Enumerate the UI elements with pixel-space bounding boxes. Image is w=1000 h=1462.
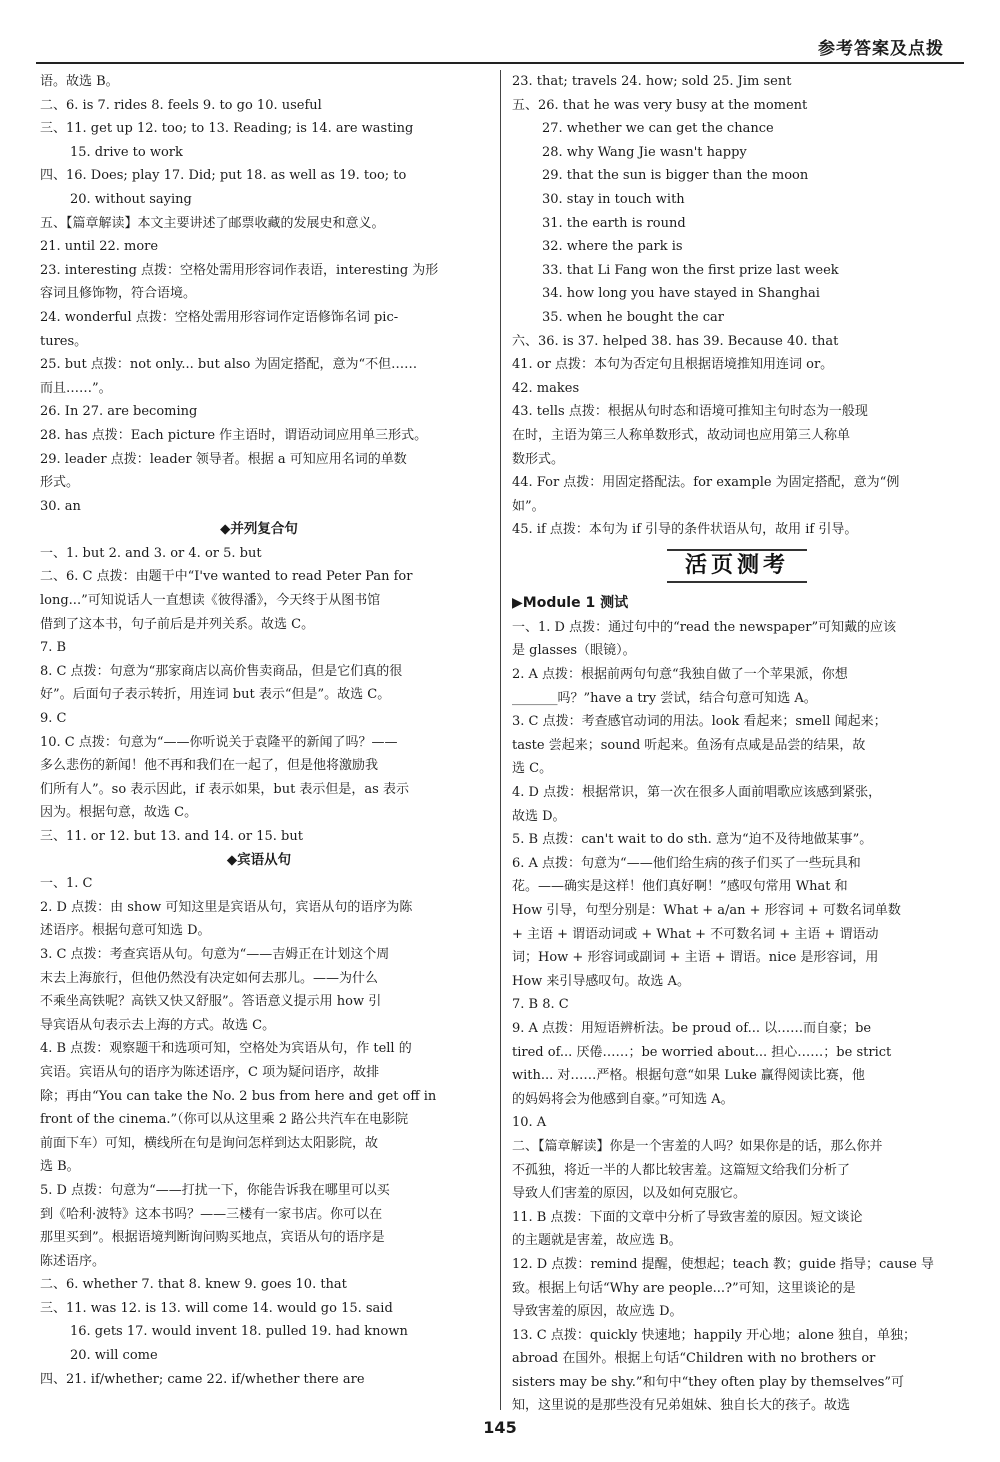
answer-line: 前面下车）可知，横线所在句是询问怎样到达太阳影院，故 <box>40 1135 379 1151</box>
answer-line: abroad 在国外。根据上句话“Children with no brothers or <box>512 1351 876 1367</box>
answer-line: 陈述语序。 <box>40 1253 106 1269</box>
answer-line: 述语序。根据句意可知选 D。 <box>40 923 211 939</box>
answer-line: + 主语 + 谓语动词或 + What + 不可数名词 + 主语 + 谓语动 <box>512 926 879 942</box>
answer-line: 10. C 点拨：句意为“——你听说关于袁隆平的新闻了吗？—— <box>40 734 398 750</box>
right-column-top <box>512 70 962 542</box>
answer-line: 4. B 点拨：观察题干和选项可知，空格处为宾语从句，作 tell 的 <box>40 1041 412 1057</box>
right-column <box>512 70 962 1418</box>
banner-title: 活页测考 <box>667 549 807 583</box>
answer-line: 42. makes <box>512 380 580 396</box>
answer-line: 3. C 点拨：考查宾语从句。句意为“——吉姆正在计划这个周 <box>40 946 390 962</box>
answer-line: 32. where the park is <box>542 239 683 255</box>
answer-line: 们所有人”。so 表示因此，if 表示如果，but 表示但是，as 表示 <box>40 781 409 797</box>
answer-line: 29. leader 点拨：leader 领导者。根据 a 可知应用名词的单数 <box>40 451 407 467</box>
answer-line: 30. stay in touch with <box>542 191 685 207</box>
answer-line: 7. B 8. C <box>512 997 569 1013</box>
answer-line: 3. C 点拨：考查感官动词的用法。look 看起来；smell 闻起来； <box>512 714 887 730</box>
answer-line: sisters may be shy.”和句中“they often play by themselves”可 <box>512 1374 905 1390</box>
answer-line: front of the cinema.”（你可以从这里乘 2 路公共汽车在电影院 <box>40 1112 409 1128</box>
answer-line: 二、6. is 7. rides 8. feels 9. to go 10. useful <box>40 97 322 113</box>
answer-line: 26. In 27. are becoming <box>40 404 198 420</box>
answer-line: 选 C。 <box>512 761 553 777</box>
answer-line: tired of... 厌倦……；be worried about... 担心……；be strict <box>512 1044 892 1060</box>
answer-line: 五、26. that he was very busy at the moment <box>512 97 808 113</box>
answer-line: 致。根据上句话“Why are people...?”可知，这里谈论的是 <box>512 1280 856 1296</box>
answer-line: 容词且修饰物，符合语境。 <box>40 286 197 302</box>
page-number: 145 <box>483 1418 517 1437</box>
answer-line: with... 对……严格。根据句意“如果 Luke 赢得阅读比赛，他 <box>512 1068 865 1084</box>
answer-line: 10. A <box>512 1115 547 1131</box>
answer-line: 而且……”。 <box>40 380 112 396</box>
answer-line: 因为。根据句意，故选 C。 <box>40 805 198 821</box>
answer-line: 多么悲伤的新闻！他不再和我们在一起了，但是他将激励我 <box>40 758 379 774</box>
answer-line: 词；How + 形容词或副词 + 主语 + 谓语。nice 是形容词，用 <box>512 950 879 966</box>
answer-line: 二、6. C 点拨：由题干中“I've wanted to read Peter Pan for <box>40 569 413 585</box>
answer-line: 选 B。 <box>40 1159 80 1175</box>
section-banner <box>512 542 962 590</box>
answer-line: 20. without saying <box>70 191 192 207</box>
answer-line: 44. For 点拨：用固定搭配法。for example 为固定搭配，意为“例 <box>512 475 900 491</box>
answer-line: 那里买到”。根据语境判断询问购买地点，宾语从句的语序是 <box>40 1230 385 1246</box>
right-column-bottom <box>512 616 962 1418</box>
answer-line: 29. that the sun is bigger than the moon <box>542 168 809 184</box>
header-rule <box>36 62 964 64</box>
answer-line: 三、11. or 12. but 13. and 14. or 15. but <box>40 829 303 844</box>
answer-line: 8. C 点拨：句意为“那家商店以高价售卖商品，但是它们真的很 <box>40 663 403 679</box>
answer-line: 35. when he bought the car <box>542 309 724 325</box>
answer-line: 9. C <box>40 711 67 727</box>
answer-line: 13. C 点拨：quickly 快速地；happily 开心地；alone 独自，单独； <box>512 1327 917 1343</box>
answer-line: 28. has 点拨：Each picture 作主语时，谓语动词应用单三形式。 <box>40 427 428 443</box>
answer-line: 41. or 点拨：本句为否定句且根据语境推知用连词 or。 <box>512 357 834 373</box>
answer-line: 形式。 <box>40 475 80 491</box>
module-title: ▶Module 1 测试 <box>512 594 629 611</box>
answer-line: 借到了这本书，句子前后是并列关系。故选 C。 <box>40 616 315 632</box>
answer-line: 六、36. is 37. helped 38. has 39. Because 40. that <box>512 333 839 349</box>
answer-line: 四、16. Does; play 17. Did; put 18. as well as 19. too; to <box>40 168 407 184</box>
answer-line: 二、【篇章解读】你是一个害羞的人吗？如果你是的话，那么你并 <box>512 1138 883 1154</box>
answer-line: 导致害羞的原因，故应选 D。 <box>512 1304 683 1320</box>
answer-line: 花。——确实是这样！他们真好啊！”感叹句常用 What 和 <box>512 879 848 895</box>
answer-line: 一、1. C <box>40 876 93 892</box>
answer-line: 5. D 点拨：句意为“——打扰一下，你能告诉我在哪里可以买 <box>40 1182 390 1198</box>
answer-line: 三、11. get up 12. too; to 13. Reading; is 14. are wasting <box>40 121 414 137</box>
answer-line: 语。故选 B。 <box>40 74 119 89</box>
answer-line: 三、11. was 12. is 13. will come 14. would go 15. said <box>40 1300 393 1316</box>
answer-line: 二、6. whether 7. that 8. knew 9. goes 10. that <box>40 1277 347 1293</box>
answer-line: 11. B 点拨：下面的文章中分析了导致害羞的原因。短文谈论 <box>512 1209 863 1225</box>
answer-line: 15. drive to work <box>70 144 183 160</box>
answer-line: 在时，主语为第三人称单数形式，故动词也应用第三人称单 <box>512 427 851 443</box>
page-header-title: 参考答案及点拨 <box>818 39 944 59</box>
answer-line: 43. tells 点拨：根据从句时态和语境可推知主句时态为一般现 <box>512 404 868 420</box>
answer-line: 31. the earth is round <box>542 215 686 231</box>
answer-line: 不乘坐高铁呢？高铁又快又舒服”。答语意义提示用 how 引 <box>40 994 382 1010</box>
answer-line: 6. A 点拨：句意为“——他们给生病的孩子们买了一些玩具和 <box>512 855 861 871</box>
answer-line: 故选 D。 <box>512 808 566 824</box>
answer-line: 知，这里说的是那些没有兄弟姐妹、独自长大的孩子。故选 <box>512 1398 851 1414</box>
answer-line: 30. an <box>40 498 81 514</box>
answer-line: How 来引导感叹句。故选 A。 <box>512 973 690 989</box>
answer-line: 23. that; travels 24. how; sold 25. Jim sent <box>512 74 792 89</box>
answer-line: 23. interesting 点拨：空格处需用形容词作表语，interesting 为形 <box>40 262 439 278</box>
answer-line: 20. will come <box>70 1348 158 1364</box>
answer-line: 导宾语从句表示去上海的方式。故选 C。 <box>40 1017 276 1033</box>
answer-line: 五、【篇章解读】本文主要讲述了邮票收藏的发展史和意义。 <box>40 215 385 231</box>
answer-line: 是 glasses（眼镜）。 <box>512 643 636 659</box>
answer-line: 7. B <box>40 640 67 656</box>
answer-line: 好”。后面句子表示转折，用连词 but 表示“但是”。故选 C。 <box>40 687 391 703</box>
answer-line: taste 尝起来；sound 听起来。鱼汤有点咸是品尝的结果，故 <box>512 737 866 753</box>
answer-line: 数形式。 <box>512 451 565 467</box>
answer-line: 16. gets 17. would invent 18. pulled 19. had known <box>70 1324 408 1340</box>
answer-line: How 引导，句型分别是：What + a/an + 形容词 + 可数名词单数 <box>512 903 901 918</box>
section-heading: ◆并列复合句 <box>220 521 298 538</box>
answer-line: 27. whether we can get the chance <box>542 121 774 137</box>
answer-line: 如”。 <box>512 498 545 514</box>
answer-line: 2. D 点拨：由 show 可知这里是宾语从句，宾语从句的语序为陈 <box>40 899 413 915</box>
answer-line: 5. B 点拨：can't wait to do sth. 意为“迫不及待地做某事”。 <box>512 832 873 848</box>
answer-line: 2. A 点拨：根据前两句句意“我独自做了一个苹果派，你想 <box>512 667 848 683</box>
answer-line: 的妈妈将会为他感到自豪。”可知选 A。 <box>512 1091 734 1107</box>
answer-line: _______吗？”have a try 尝试，结合句意可知选 A。 <box>512 690 817 706</box>
answer-line: 34. how long you have stayed in Shanghai <box>542 286 820 302</box>
answer-line: 25. but 点拨：not only... but also 为固定搭配，意为“不但…… <box>40 357 418 373</box>
answer-line: 的主题就是害羞，故应选 B。 <box>512 1233 682 1249</box>
answer-line: 28. why Wang Jie wasn't happy <box>542 144 747 160</box>
section-heading: ◆宾语从句 <box>226 851 292 868</box>
answer-line: 45. if 点拨：本句为 if 引导的条件状语从句，故用 if 引导。 <box>512 522 858 538</box>
answer-line: 不孤独，将近一半的人都比较害羞。这篇短文给我们分析了 <box>512 1162 851 1178</box>
answer-line: 除；再由“You can take the No. 2 bus from here and get off in <box>40 1088 437 1104</box>
answer-line: 9. A 点拨：用短语辨析法。be proud of... 以……而自豪；be <box>512 1020 872 1036</box>
answer-line: 一、1. but 2. and 3. or 4. or 5. but <box>40 545 262 561</box>
answer-line: 四、21. if/whether; came 22. if/whether there are <box>40 1371 365 1387</box>
answer-line: 12. D 点拨：remind 提醒，使想起；teach 教；guide 指导；cause 导 <box>512 1256 934 1272</box>
answer-line: 24. wonderful 点拨：空格处需用形容词作定语修饰名词 pic- <box>40 309 399 325</box>
answer-line: 到《哈利·波特》这本书吗？——三楼有一家书店。你可以在 <box>40 1206 383 1222</box>
answer-line: 33. that Li Fang won the first prize last week <box>542 262 839 278</box>
answer-line: 4. D 点拨：根据常识，第一次在很多人面前唱歌应该感到紧张， <box>512 785 882 801</box>
answer-line: 21. until 22. more <box>40 239 159 255</box>
answer-line: 宾语。宾语从句的语序为陈述语序，C 项为疑问语序，故排 <box>40 1064 380 1080</box>
column-divider <box>500 70 501 1410</box>
answer-line: 末去上海旅行，但他仍然没有决定如何去那儿。——为什么 <box>40 970 379 986</box>
left-column <box>40 70 478 1391</box>
answer-line: tures。 <box>40 333 88 349</box>
answer-line: 一、1. D 点拨：通过句中的“read the newspaper”可知戴的应该 <box>512 619 897 635</box>
answer-line: 导致人们害羞的原因，以及如何克服它。 <box>512 1186 747 1202</box>
answer-line: long...”可知说话人一直想读《彼得潘》，今天终于从图书馆 <box>40 593 381 609</box>
